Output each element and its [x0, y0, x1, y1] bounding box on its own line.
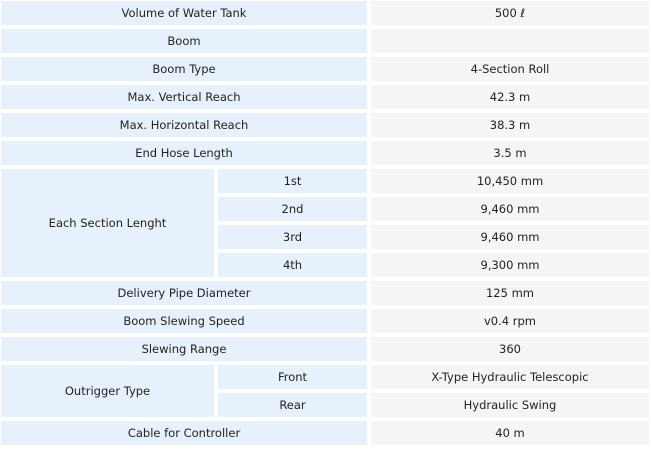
spec-table [0, 1, 651, 445]
boom-value [371, 29, 649, 53]
vertical-reach-value: 42.3 m [371, 85, 649, 109]
section-2nd-value: 9,460 mm [371, 197, 649, 221]
end-hose-label: End Hose Length [1, 141, 367, 165]
end-hose-value: 3.5 m [371, 141, 649, 165]
slewing-range-label: Slewing Range [1, 337, 367, 361]
section-4th-value: 9,300 mm [371, 253, 649, 277]
outrigger-front-value: X-Type Hydraulic Telescopic [371, 365, 649, 389]
vertical-reach-label: Max. Vertical Reach [1, 85, 367, 109]
section-length-label: Each Section Lenght [1, 169, 214, 277]
section-1st-value: 10,450 mm [371, 169, 649, 193]
cable-value: 40 m [371, 421, 649, 445]
delivery-pipe-label: Delivery Pipe Diameter [1, 281, 367, 305]
boom-label: Boom [1, 29, 367, 53]
slewing-speed-label: Boom Slewing Speed [1, 309, 367, 333]
boom-type-value: 4-Section Roll [371, 57, 649, 81]
outrigger-rear-label: Rear [218, 393, 367, 417]
slewing-speed-value: v0.4 rpm [371, 309, 649, 333]
water-tank-value: 500 ℓ [371, 1, 649, 25]
outrigger-label: Outrigger Type [1, 365, 214, 417]
cable-label: Cable for Controller [1, 421, 367, 445]
boom-type-label: Boom Type [1, 57, 367, 81]
section-3rd-label: 3rd [218, 225, 367, 249]
delivery-pipe-value: 125 mm [371, 281, 649, 305]
water-tank-label: Volume of Water Tank [1, 1, 367, 25]
section-2nd-label: 2nd [218, 197, 367, 221]
horizontal-reach-value: 38.3 m [371, 113, 649, 137]
section-1st-label: 1st [218, 169, 367, 193]
outrigger-front-label: Front [218, 365, 367, 389]
horizontal-reach-label: Max. Horizontal Reach [1, 113, 367, 137]
outrigger-rear-value: Hydraulic Swing [371, 393, 649, 417]
slewing-range-value: 360 [371, 337, 649, 361]
section-4th-label: 4th [218, 253, 367, 277]
section-3rd-value: 9,460 mm [371, 225, 649, 249]
